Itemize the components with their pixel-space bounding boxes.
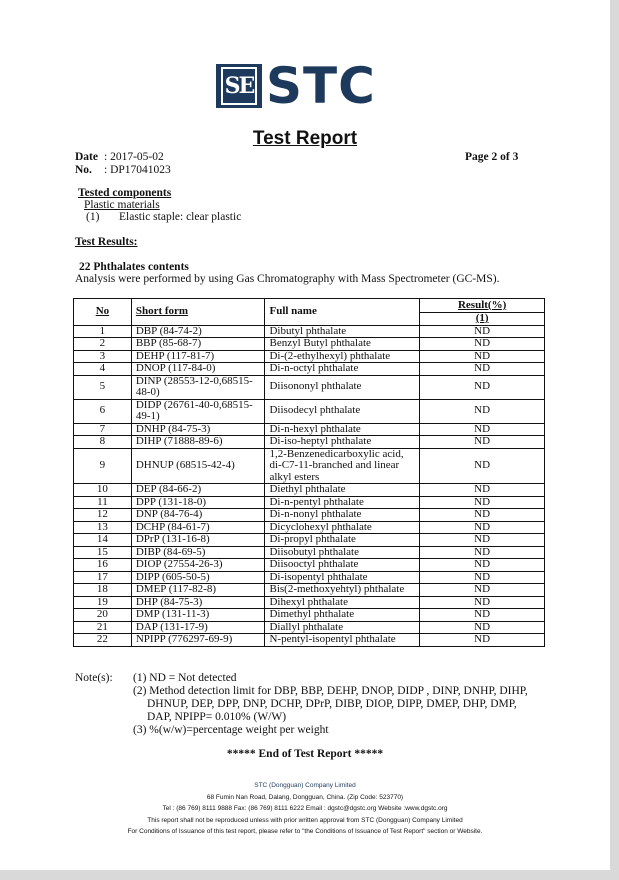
cell-result: ND <box>420 484 545 497</box>
cell-no: 8 <box>74 436 132 449</box>
table-row <box>74 496 545 509</box>
cell-no: 12 <box>74 509 132 522</box>
footer-company: STC (Dongguan) Company Limited <box>254 782 356 789</box>
cell-short-form: NPIPP (776297-69-9) <box>131 634 265 647</box>
cell-result: ND <box>420 338 545 351</box>
cell-full-name: Di-n-octyl phthalate <box>265 363 420 376</box>
cell-full-name: Di-n-nonyl phthalate <box>265 509 420 522</box>
table-row <box>74 571 545 584</box>
cell-no: 2 <box>74 338 132 351</box>
cell-result: ND <box>420 596 545 609</box>
header-result-sub: (1) <box>420 313 545 326</box>
notes-label: Note(s): <box>75 672 113 684</box>
cell-result: ND <box>420 448 545 484</box>
date-label: Date <box>75 151 98 163</box>
table-row <box>74 621 545 634</box>
cell-short-form: DEP (84-66-2) <box>131 484 265 497</box>
header-no: No <box>74 299 132 326</box>
footer-disclaimer: This report shall not be reproduced unless with prior written approval from STC (Dongguan) Company Limited <box>147 816 463 824</box>
cell-full-name: Di-propyl phthalate <box>265 534 420 547</box>
cell-full-name: Dihexyl phthalate <box>265 596 420 609</box>
cell-short-form: DINP (28553-12-0,68515-48-0) <box>131 375 265 399</box>
cell-full-name: Di-(2-ethylhexyl) phthalate <box>265 350 420 363</box>
table-row <box>74 509 545 522</box>
cell-full-name: 1,2-Benzenedicarboxylic acid, di-C7-11-branched and linear alkyl esters <box>265 448 420 484</box>
cell-full-name: Di-isopentyl phthalate <box>265 571 420 584</box>
cell-no: 10 <box>74 484 132 497</box>
cell-no: 1 <box>74 325 132 338</box>
cell-full-name: Di-n-hexyl phthalate <box>265 423 420 436</box>
cell-full-name: Diethyl phthalate <box>265 484 420 497</box>
cell-full-name: Dimethyl phthalate <box>265 609 420 622</box>
cell-no: 6 <box>74 399 132 423</box>
cell-short-form: DHNUP (68515-42-4) <box>131 448 265 484</box>
table-row <box>74 399 545 423</box>
table-row <box>74 634 545 647</box>
stc-logo <box>216 57 386 115</box>
cell-result: ND <box>420 325 545 338</box>
footer-contact: Tel : (86 769) 8111 9888 Fax: (86 769) 8111 6222 Email : dgstc@dgstc.org Website :www.dgstc.org <box>162 805 448 812</box>
cell-result: ND <box>420 496 545 509</box>
cell-no: 17 <box>74 571 132 584</box>
cell-no: 20 <box>74 609 132 622</box>
cell-full-name: Dicyclohexyl phthalate <box>265 521 420 534</box>
note-3: (3) %(w/w)=percentage weight per weight <box>133 724 329 736</box>
table-row <box>74 534 545 547</box>
cell-no: 11 <box>74 496 132 509</box>
table-row <box>74 521 545 534</box>
cell-result: ND <box>420 509 545 522</box>
tested-category: Plastic materials <box>84 199 160 211</box>
cell-short-form: DNP (84-76-4) <box>131 509 265 522</box>
cell-short-form: DNOP (117-84-0) <box>131 363 265 376</box>
tested-item: Elastic staple: clear plastic <box>119 211 242 223</box>
table-row <box>74 436 545 449</box>
logo-wordmark: STC <box>266 57 376 115</box>
logo-mark: SE <box>216 64 262 108</box>
cell-no: 5 <box>74 375 132 399</box>
footer <box>0 780 610 838</box>
cell-result: ND <box>420 559 545 572</box>
cell-short-form: DCHP (84-61-7) <box>131 521 265 534</box>
footer-conditions: For Conditions of Issuance of this test report, please refer to "the Conditions of Issuance of Test Report" section or Website. <box>127 828 483 835</box>
section-title: 22 Phthalates contents <box>79 261 189 273</box>
results-table <box>73 298 545 647</box>
cell-result: ND <box>420 399 545 423</box>
cell-result: ND <box>420 350 545 363</box>
cell-short-form: DIPP (605-50-5) <box>131 571 265 584</box>
table-row <box>74 596 545 609</box>
table-row <box>74 363 545 376</box>
cell-result: ND <box>420 571 545 584</box>
cell-short-form: DPP (131-18-0) <box>131 496 265 509</box>
cell-short-form: DIDP (26761-40-0,68515-49-1) <box>131 399 265 423</box>
cell-result: ND <box>420 534 545 547</box>
cell-full-name: Diisobutyl phthalate <box>265 546 420 559</box>
note-2-cont-2: DAP, NPIPP= 0.010% (W/W) <box>147 711 287 723</box>
date-value: : 2017-05-02 <box>104 151 164 163</box>
cell-short-form: DIBP (84-69-5) <box>131 546 265 559</box>
note-1: (1) ND = Not detected <box>133 672 237 684</box>
cell-result: ND <box>420 423 545 436</box>
cell-no: 21 <box>74 621 132 634</box>
cell-result: ND <box>420 609 545 622</box>
table-row <box>74 325 545 338</box>
cell-result: ND <box>420 521 545 534</box>
table-row <box>74 546 545 559</box>
tested-components-heading: Tested components <box>78 187 172 199</box>
number-value: : DP17041023 <box>104 164 171 176</box>
cell-full-name: Benzyl Butyl phthalate <box>265 338 420 351</box>
header-result: Result(%) <box>420 299 545 313</box>
table-row <box>74 423 545 436</box>
table-row <box>74 584 545 597</box>
cell-no: 16 <box>74 559 132 572</box>
cell-short-form: DBP (84-74-2) <box>131 325 265 338</box>
cell-no: 4 <box>74 363 132 376</box>
cell-no: 19 <box>74 596 132 609</box>
cell-full-name: Diisooctyl phthalate <box>265 559 420 572</box>
table-row <box>74 559 545 572</box>
cell-full-name: N-pentyl-isopentyl phthalate <box>265 634 420 647</box>
cell-short-form: DIHP (71888-89-6) <box>131 436 265 449</box>
cell-no: 13 <box>74 521 132 534</box>
table-row <box>74 448 545 484</box>
end-of-report: ***** End of Test Report ***** <box>226 748 384 760</box>
tested-item-number: (1) <box>86 211 100 223</box>
cell-full-name: Di-n-pentyl phthalate <box>265 496 420 509</box>
cell-short-form: DHP (84-75-3) <box>131 596 265 609</box>
cell-no: 15 <box>74 546 132 559</box>
header-short-form: Short form <box>131 299 265 326</box>
cell-result: ND <box>420 363 545 376</box>
cell-result: ND <box>420 375 545 399</box>
test-results-heading: Test Results: <box>75 236 138 248</box>
note-2: (2) Method detection limit for DBP, BBP, DEHP, DNOP, DIDP , DINP, DNHP, DIHP, <box>133 685 528 697</box>
cell-result: ND <box>420 546 545 559</box>
cell-short-form: DPrP (131-16-8) <box>131 534 265 547</box>
header-full-name: Full name <box>265 299 420 326</box>
cell-short-form: BBP (85-68-7) <box>131 338 265 351</box>
page-indicator: Page 2 of 3 <box>465 151 519 163</box>
cell-result: ND <box>420 634 545 647</box>
cell-full-name: Di-iso-heptyl phthalate <box>265 436 420 449</box>
cell-result: ND <box>420 584 545 597</box>
cell-no: 22 <box>74 634 132 647</box>
cell-short-form: DIOP (27554-26-3) <box>131 559 265 572</box>
table-row <box>74 609 545 622</box>
cell-full-name: Dibutyl phthalate <box>265 325 420 338</box>
cell-full-name: Diisononyl phthalate <box>265 375 420 399</box>
page-title: Test Report <box>252 128 358 149</box>
cell-short-form: DNHP (84-75-3) <box>131 423 265 436</box>
cell-result: ND <box>420 436 545 449</box>
cell-no: 7 <box>74 423 132 436</box>
cell-full-name: Bis(2-methoxyehtyl) phthalate <box>265 584 420 597</box>
cell-no: 3 <box>74 350 132 363</box>
section-description: Analysis were performed by using Gas Chromatography with Mass Spectrometer (GC-MS). <box>75 273 500 285</box>
cell-result: ND <box>420 621 545 634</box>
cell-full-name: Diallyl phthalate <box>265 621 420 634</box>
table-row <box>74 338 545 351</box>
cell-short-form: DAP (131-17-9) <box>131 621 265 634</box>
cell-full-name: Diisodecyl phthalate <box>265 399 420 423</box>
cell-no: 18 <box>74 584 132 597</box>
cell-short-form: DMEP (117-82-8) <box>131 584 265 597</box>
table-row <box>74 484 545 497</box>
table-row <box>74 375 545 399</box>
note-2-cont: DHNUP, DEP, DPP, DNP, DCHP, DPrP, DIBP, DIOP, DIPP, DMEP, DHP, DMP, <box>147 698 517 710</box>
number-label: No. <box>75 164 92 176</box>
table-row <box>74 350 545 363</box>
cell-short-form: DMP (131-11-3) <box>131 609 265 622</box>
cell-no: 9 <box>74 448 132 484</box>
footer-address: 68 Fumin Nan Road, Dalang, Dongguan, China. (Zip Code: 523770) <box>206 793 404 801</box>
cell-short-form: DEHP (117-81-7) <box>131 350 265 363</box>
cell-no: 14 <box>74 534 132 547</box>
